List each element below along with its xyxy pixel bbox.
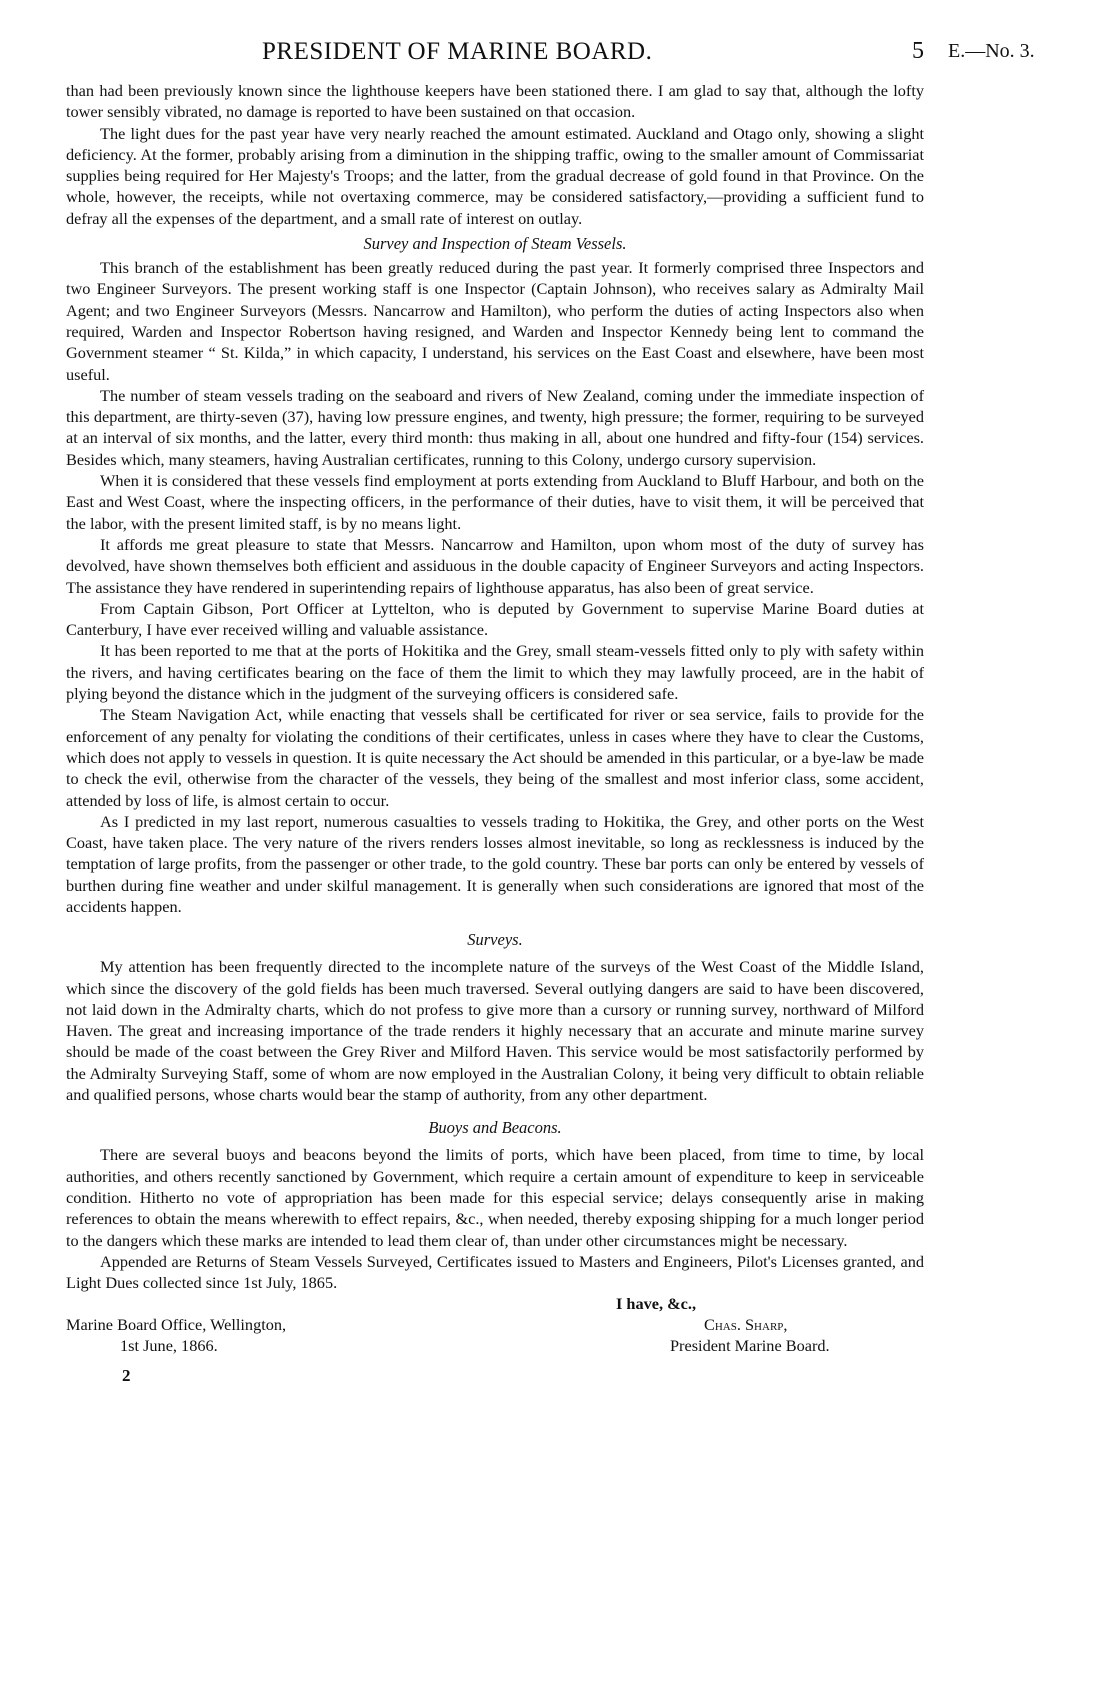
signature-name: Chas. Sharp, [704, 1315, 788, 1335]
paragraph: From Captain Gibson, Port Officer at Lyttelton, who is deputed by Government to supervise Marine Board duties at Canterbury, I have ever received willing and valuable assistance. [66, 598, 924, 640]
paragraph: than had been previously known since the lighthouse keepers have been stationed there. I am glad to say that, although the lofty tower sensibly vibrated, no damage is reported to have been sustained on that occasion. [66, 81, 924, 122]
office-address: Marine Board Office, Wellington, [66, 1315, 287, 1335]
document-body [66, 80, 924, 1293]
section-heading-steam-vessels: Survey and Inspection of Steam Vessels. [363, 234, 627, 254]
letter-date: 1st June, 1866. [120, 1336, 218, 1356]
closing-salutation: I have, &c., [616, 1294, 697, 1314]
section-heading-buoys-beacons: Buoys and Beacons. [428, 1118, 562, 1138]
paragraph: The light dues for the past year have very nearly reached the amount estimated. Auckland and Otago only, showing a slight deficiency. At the former, probably arising from a diminution in the shipping traffic, owing to the smaller amount of Commissariat supplies being required for Her Majesty's Troops; and the latter, from the gradual decrease of gold found in that Province. On the whole, however, the receipts, while not overtaxing commerce, may be considered satisfactory,—providing a sufficient fund to defray all the expenses of the department, and a small rate of interest on outlay. [66, 123, 924, 228]
running-head: PRESIDENT OF MARINE BOARD. [262, 38, 653, 65]
page-header [66, 38, 1035, 80]
paragraph: Appended are Returns of Steam Vessels Surveyed, Certificates issued to Masters and Engineers, Pilot's Licenses granted, and Light Dues collected since 1st July, 1865. [66, 1251, 924, 1293]
paragraph: My attention has been frequently directed to the incomplete nature of the surveys of the West Coast of the Middle Island, which since the discovery of the gold fields has been much traversed. Several outlying dangers are said to have been discovered, not laid down in the Admiralty charts, which do not profess to give more than a cursory or running survey, northward of Milford Haven. The great and increasing importance of the trade renders it highly necessary that an accurate and minute marine survey should be made of the coast between the Grey River and Milford Haven. This service would be most satisfactorily performed by the Admiralty Surveying Staff, some of whom are now employed in the Australian Colony, it being very difficult to obtain reliable and qualified persons, whose charts would bear the stamp of authority, from any other department. [66, 957, 924, 1105]
paragraph: As I predicted in my last report, numerous casualties to vessels trading to Hokitika, the Grey, and other ports on the West Coast, have taken place. The very nature of the rivers renders losses almost inevitable, so long as recklessness is induced by the temptation of large profits, from the passenger or other trade, to the gold country. These bar ports can only be entered by vessels of burthen during fine weather and under skilful management. It is generally when such considerations are ignored that most of the accidents happen. [66, 811, 924, 916]
document-page [66, 38, 1035, 1403]
paragraph: When it is considered that these vessels find employment at ports extending from Auckland to Bluff Harbour, and both on the East and West Coast, where the inspecting officers, in the performance of their duties, have to visit them, it will be perceived that the labor, with the present limited staff, is by no means light. [66, 471, 924, 533]
paragraph: It affords me great pleasure to state that Messrs. Nancarrow and Hamilton, upon whom most of the duty of survey has devolved, have shown themselves both efficient and assiduous in the double capacity of Engineer Surveyors and acting Inspectors. The assistance they have rendered in superintending repairs of lighthouse apparatus, has also been of great service. [66, 534, 924, 597]
page-number: 5 [912, 38, 924, 64]
paragraph: The Steam Navigation Act, while enacting that vessels shall be certificated for river or sea service, fails to provide for the enforcement of any penalty for violating the conditions of their certificates, unless in cases where they have to clear the Customs, which does not apply to vessels in question. It is quite necessary the Act should be amended in this particular, or a bye-law be made to check the evil, otherwise from the character of the vessels, they being of the smallest and most inferior class, some accident, attended by loss of life, is almost certain to occur. [66, 705, 924, 810]
signature-mark: 2 [122, 1366, 131, 1386]
section-heading-surveys: Surveys. [467, 930, 523, 950]
document-reference: E.—No. 3. [948, 40, 1035, 62]
paragraph: There are several buoys and beacons beyond the limits of ports, which have been placed, from time to time, by local authorities, and others recently sanctioned by Government, which require a certain amount of expenditure to keep in serviceable condition. Hitherto no vote of appropriation has been made for this especial service; delays consequently arise in making references to obtain the means wherewith to effect repairs, &c., when needed, thereby exposing shipping for a much longer period to the dangers which these marks are intended to lead them clear of, than under other circumstances might be necessary. [66, 1145, 924, 1250]
closing-block [66, 1293, 924, 1403]
paragraph: This branch of the establishment has been greatly reduced during the past year. It formerly comprised three Inspectors and two Engineer Surveyors. The present working staff is one Inspector (Captain Johnson), who receives salary as Admiralty Mail Agent; and two Engineer Surveyors (Messrs. Nancarrow and Hamilton), who perform the duties of acting Inspectors also when required, Warden and Inspector Robertson having resigned, and Warden and Inspector Kennedy being lent to command the Government steamer “ St. Kilda,” in which capacity, I understand, his services on the East Coast and elsewhere, have been most useful. [66, 258, 924, 384]
signature-title: President Marine Board. [670, 1336, 830, 1356]
paragraph: The number of steam vessels trading on the seaboard and rivers of New Zealand, coming under the immediate inspection of this department, are thirty-seven (37), having low pressure engines, and twenty, high pressure; the former, requiring to be surveyed at an interval of six months, and the latter, every third month: thus making in all, about one hundred and fifty-four (154) services. Besides which, many steamers, having Australian certificates, running to this Colony, undergo cursory supervision. [66, 385, 924, 469]
paragraph: It has been reported to me that at the ports of Hokitika and the Grey, small steam-vessels fitted only to ply with safety within the rivers, and having certificates bearing on the face of them the limit to which they may lawfully proceed, are in the habit of plying beyond the distance which in the judgment of the surveying officers is considered safe. [66, 641, 924, 704]
